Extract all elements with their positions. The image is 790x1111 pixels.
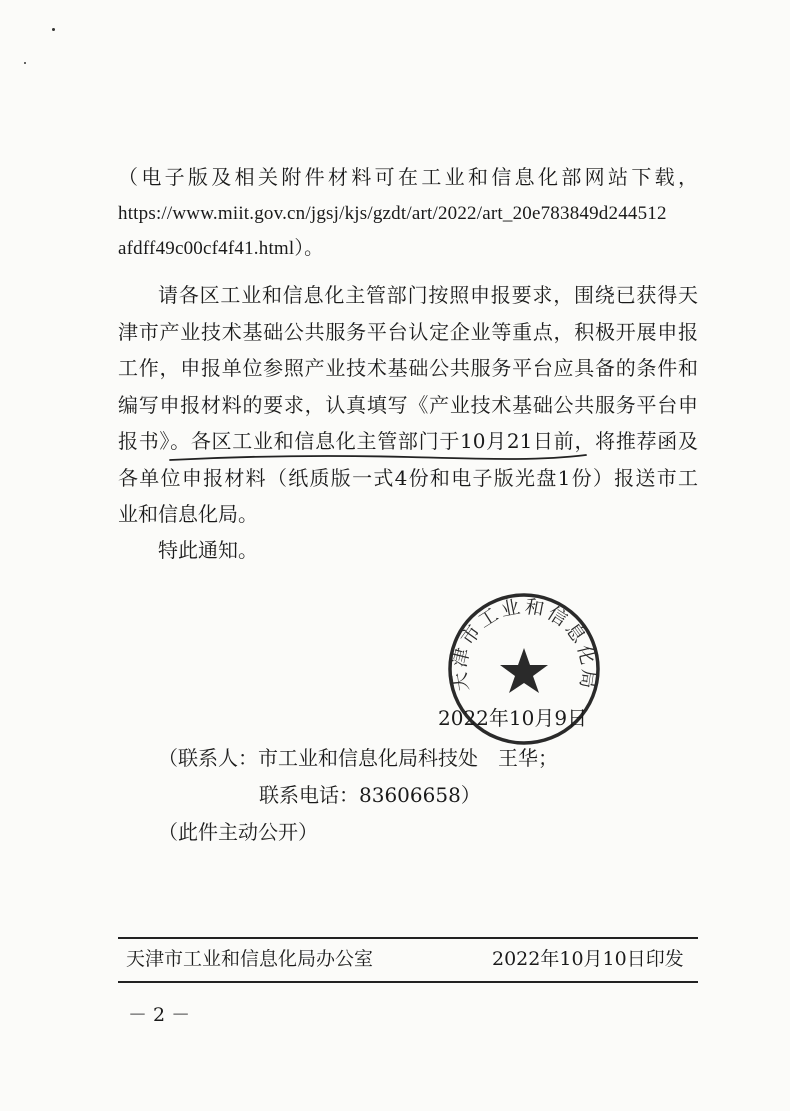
download-url-end: afdff49c00cf4f41.html）。 (118, 238, 324, 259)
signature-date: 2022年10月9日 (438, 706, 588, 730)
contact-phone: 联系电话：83606658） (259, 783, 481, 807)
body-paragraph-line: 请各区工业和信息化主管部门按照申报要求，围绕已获得天 (158, 283, 698, 307)
footer-top-rule (118, 937, 698, 939)
footer-bottom-rule (118, 981, 698, 983)
body-paragraph-line: 报书》。各区工业和信息化主管部门于10月21日前，将推荐函及 (118, 429, 698, 453)
body-paragraph-line: 编写申报材料的要求，认真填写《产业技术基础公共服务平台申 (118, 393, 698, 417)
scan-speck (24, 62, 26, 64)
scan-speck (52, 28, 55, 31)
page-number: － 2 － (128, 1004, 191, 1026)
download-url-line: https://www.miit.gov.cn/jgsj/kjs/gzdt/art/2022/art_20e783849d244512 (118, 203, 667, 224)
public-disclosure-note: （此件主动公开） (158, 820, 318, 844)
body-paragraph-line: 工作，申报单位参照产业技术基础公共服务平台应具备的条件和 (118, 356, 698, 380)
star-icon (500, 648, 548, 693)
contact-person: （联系人：市工业和信息化局科技处 王华； (158, 746, 558, 770)
issuing-office: 天津市工业和信息化局办公室 (126, 948, 374, 970)
closing-phrase: 特此通知。 (158, 538, 258, 562)
body-paragraph-line: 津市产业技术基础公共服务平台认定企业等重点，积极开展申报 (118, 320, 698, 344)
print-date: 2022年10月10日印发 (492, 948, 684, 970)
body-paragraph-line: 各单位申报材料（纸质版一式4份和电子版光盘1份）报送市工 (118, 466, 698, 490)
svg-text:天津市工业和信息化局: 天津市工业和信息化局 (448, 595, 600, 693)
handwritten-underline (168, 451, 588, 465)
download-note-line: （电子版及相关附件材料可在工业和信息化部网站下载， (118, 165, 698, 189)
body-paragraph-line: 业和信息化局。 (118, 502, 258, 526)
